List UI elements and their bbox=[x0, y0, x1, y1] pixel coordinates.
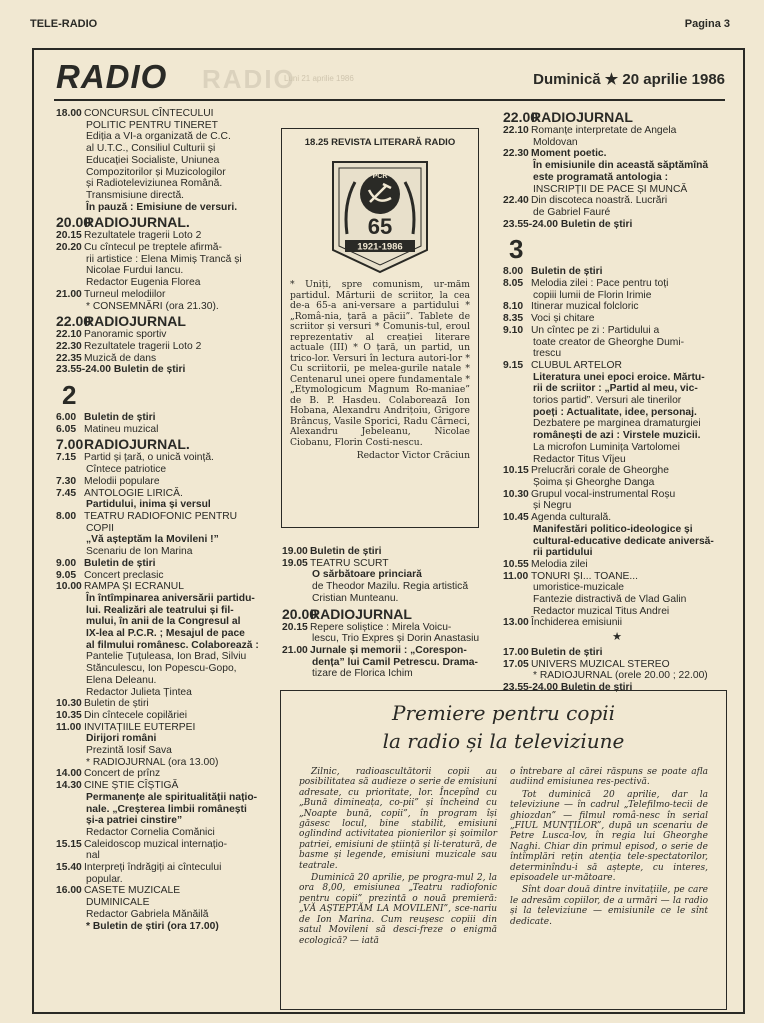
program-detail: mului, în anii de la Congresul al bbox=[86, 616, 241, 628]
program-entry: 8.00 Buletin de știri bbox=[503, 266, 603, 278]
program-entry: 21.00 Jurnale și memorii : „Corespon- bbox=[282, 644, 467, 656]
program-title-cont: și Negru bbox=[533, 500, 572, 512]
program-entry: 8.10 Itinerar muzical folcloric bbox=[503, 301, 639, 313]
program-entry: 7.00RADIOJURNAL. bbox=[56, 436, 190, 453]
program-detail: Dirijori români bbox=[86, 733, 157, 745]
program-entry: 22.00RADIOJURNAL bbox=[503, 109, 633, 125]
program-detail: Redactor Titus Vîjeu bbox=[533, 453, 626, 465]
program-entry: 15.15 Caleidoscop muzical internațio- bbox=[56, 838, 228, 850]
article-column-1 bbox=[299, 767, 497, 948]
program-entry: 20.15 Repere soliștice : Mirela Voicu- bbox=[282, 621, 452, 633]
program-detail: și Radioteleviziunea Română. bbox=[86, 178, 223, 190]
program-detail: O sărbătoare princiară bbox=[312, 569, 422, 581]
program-detail: Partidului, inima și versul bbox=[86, 499, 211, 511]
program-title-cont: Moldovan bbox=[533, 136, 578, 148]
program-entry: 22.00RADIOJURNAL bbox=[56, 313, 186, 330]
article-paragraph: o întrebare al cărei răspuns se poate afla audiind emisiunea res-pectivă. bbox=[510, 767, 708, 788]
program-entry: 7.45 ANTOLOGIE LIRICĂ. bbox=[56, 487, 183, 499]
program-detail: Fantezie distractivă de Vlad Galin bbox=[533, 594, 687, 606]
program-entry: 9.10 Un cîntec pe zi : Partidului a bbox=[503, 324, 660, 336]
program-title-cont: POLITIC PENTRU TINERET bbox=[86, 119, 218, 131]
program-detail: Compozitorilor și Muzicologilor bbox=[86, 166, 226, 178]
program-entry: 17.05 UNIVERS MUZICAL STEREO bbox=[503, 658, 670, 670]
program-title-cont: copiii lumii de Florin Irimie bbox=[533, 289, 652, 301]
article-paragraph: Tot duminică 20 aprilie, dar la televiziune — în cadrul „Telefilmo-tecii de ghiozdan” — filmul româ-nesc în serial „FIUL MUNȚILOR”, după un scenariu de Petre Lusca-lov, în regia lui Gheorghe Naghi. Chiar din primul episod, o serie de întîmplări rețin atenția tele-spectatorilor, determinîndu-i să aștepte, cu interes, episoadele ur-mătoare. bbox=[510, 789, 708, 884]
program-entry: 14.00 Concert de prînz bbox=[56, 768, 161, 780]
program-detail: Prezintă Iosif Sava bbox=[86, 745, 172, 757]
program-entry: 22.35 Muzică de dans bbox=[56, 352, 157, 364]
program-entry: 10.45 Agenda culturală. bbox=[503, 512, 612, 524]
program-detail: și-a patriei cinstire” bbox=[86, 815, 183, 827]
program-detail: Redactor Cornelia Comănici bbox=[86, 826, 215, 838]
program-detail: * RADIOJURNAL (ora 13.00) bbox=[86, 756, 219, 768]
program-detail: cultural-educative dedicate aniversă- bbox=[533, 535, 714, 547]
program-detail: rii de scriitor : „Partid al meu, vic- bbox=[533, 383, 698, 395]
program-detail: de Theodor Mazilu. Regia artistică bbox=[312, 581, 469, 593]
program-entry: 7.30 Melodii populare bbox=[56, 475, 160, 487]
box-description: * Uniți, spre comunism, ur-măm partidul. Mărturii de scriitor, la cea de-a 65-a ani-versare a partidului * „Româ-nia, țară a păcii”. Tablete de scriitor și versuri * Comunis-tul, eroul reprezentativ al creației literare actuale (III) * O țară, un partid, un trico-lor. Versuri în lectura autori-lor * Cu scriitorii, pe melea-gurile natale * Centenarul unei opere fundamentale * „Etymologicum Magnum Ro-maniae” de B. P. Hasdeu. Colaborează Ion Hobana, Alexandru Andrițoiu, Grigore Brâncuș, Vasile Sporici, Radu Cârneci, Alexandru Jebeleanu, Nicolae Ciobanu, Florin Costi-nescu. bbox=[290, 279, 470, 448]
program-detail: Redactor Julieta Țintea bbox=[86, 686, 192, 698]
program-title-cont: popular. bbox=[86, 873, 123, 885]
emblem-number: 65 bbox=[367, 214, 393, 239]
program-entry: 16.00 CASETE MUZICALE bbox=[56, 885, 181, 897]
program-detail: Permanențe ale spiritualității națio- bbox=[86, 791, 258, 803]
program-entry: 23.55-24.00 Buletin de știri bbox=[56, 364, 186, 376]
schedule-column-3 bbox=[501, 108, 733, 694]
program-entry: 22.10 Panoramic sportiv bbox=[56, 329, 167, 341]
article-paragraph: Sînt doar două dintre invitațiile, pe care le adresăm copiilor, de a urmări — la radio și la televiziune — emisiunile ce le sînt dedicate. bbox=[510, 885, 708, 927]
program-detail: Stănculescu, Ion Popescu-Gopo, bbox=[86, 663, 237, 675]
program-title-cont: DUMINICALE bbox=[86, 897, 150, 909]
program-entry: 15.40 Interpreți îndrăgiți ai cîntecului bbox=[56, 862, 222, 874]
program-title-cont: lescu, Trio Expres și Dorin Anastasiu bbox=[312, 633, 480, 645]
program-entry: 11.00 TONURI ȘI... TOANE... bbox=[503, 570, 638, 582]
hammer-sickle-icon bbox=[360, 174, 400, 214]
literary-review-box bbox=[281, 128, 479, 528]
program-detail: este programată antologia : bbox=[533, 171, 669, 183]
program-title-cont: dența” lui Camil Petrescu. Drama- bbox=[312, 656, 478, 668]
program-detail: În emisiunile din această săptămînă bbox=[533, 160, 709, 172]
box-editor: Redactor Victor Crăciun bbox=[356, 450, 470, 461]
program-detail: Redactor Eugenia Florea bbox=[86, 277, 201, 289]
program-entry: 22.40 Din discoteca noastră. Lucrări bbox=[503, 195, 668, 207]
program-entry: 20.20 Cu cîntecul pe treptele afirmă- bbox=[56, 242, 222, 254]
program-detail: La microfon Luminița Vartolomei bbox=[533, 441, 680, 453]
program-detail: Transmisiune directă. bbox=[86, 189, 185, 201]
program-detail: Pantelie Țuțuleasa, Ion Brad, Silviu bbox=[86, 651, 247, 663]
box-title: 18.25 REVISTA LITERARĂ RADIO bbox=[304, 137, 456, 148]
program-title-cont: COPII bbox=[86, 522, 115, 534]
day-number: 3 bbox=[509, 234, 524, 265]
program-entry: 22.30 Moment poetic. bbox=[503, 148, 607, 160]
program-detail: Elena Deleanu. bbox=[86, 674, 157, 686]
program-detail: Ediția a VI-a organizată de C.C. bbox=[86, 131, 231, 143]
article-paragraph: Duminică 20 aprilie, pe progra-mul 2, la ora 8,00, emisiunea „Teatru radiofonic pentru copii” prezintă o nouă premieră: „VĂ AȘTEPTĂM LA MOVILENI”, sce-nariu de Ion Marina. Cum reușesc copiii din satul Movileni să desci-freze o enigmă ecologică? — iată bbox=[299, 873, 497, 946]
premiere-article bbox=[280, 690, 727, 1010]
program-title-cont: nal bbox=[86, 850, 100, 862]
program-entry: 19.05 TEATRU SCURT bbox=[282, 557, 389, 569]
program-entry: 10.15 Prelucrări corale de Gheorghe bbox=[503, 465, 669, 477]
day-number: 2 bbox=[62, 380, 77, 411]
program-detail: lui. Realizări ale teatrului și fil- bbox=[86, 604, 234, 616]
section-title: RADIO bbox=[56, 58, 168, 95]
broadcast-date: Duminică ★ 20 aprilie 1986 bbox=[533, 71, 725, 88]
program-detail: * CONSEMNĂRI (ora 21.30). bbox=[86, 300, 219, 312]
program-entry: 9.05 Concert preclasic bbox=[56, 569, 164, 581]
emblem-letters: PCR bbox=[372, 173, 388, 180]
program-detail: Manifestări politico-ideologice și bbox=[533, 523, 693, 535]
program-entry: 10.30 Grupul vocal-instrumental Roșu bbox=[503, 488, 676, 500]
article-headline: Premiere pentru copii bbox=[392, 701, 615, 725]
program-title-cont: de Gabriel Fauré bbox=[533, 206, 611, 218]
program-entry: 9.00 Buletin de știri bbox=[56, 557, 156, 569]
program-entry: 22.10 Romanțe interpretate de Angela bbox=[503, 125, 677, 136]
program-title-cont: trescu bbox=[533, 348, 562, 360]
program-entry: 8.00 TEATRU RADIOFONIC PENTRU bbox=[56, 510, 238, 522]
program-detail: Literatura unei epoci eroice. Mărtu- bbox=[533, 371, 705, 383]
program-detail: Dezbatere pe marginea dramaturgiei bbox=[533, 418, 701, 430]
program-detail: umoristice-muzicale bbox=[533, 582, 624, 594]
program-detail: * RADIOJURNAL (orele 20.00 ; 22.00) bbox=[533, 670, 708, 682]
pcr-anniversary-emblem bbox=[325, 154, 435, 274]
program-entry: 18.00 CONCURSUL CÎNTECULUI bbox=[56, 108, 214, 119]
program-detail: În pauză : Emisiune de versuri. bbox=[86, 201, 238, 213]
program-entry: 20.00RADIOJURNAL bbox=[282, 605, 412, 622]
program-detail: INSCRIPȚII DE PACE ȘI MUNCĂ bbox=[533, 183, 688, 195]
program-detail: Redactor muzical Titus Andrei bbox=[533, 605, 670, 617]
program-entry: 13.00 Închiderea emisiunii bbox=[503, 617, 623, 629]
program-detail: rii partidului bbox=[533, 547, 593, 559]
program-entry: 23.55-24.00 Buletin de știri bbox=[503, 681, 633, 693]
program-detail: rii artistice : Elena Mimiș Trancă și bbox=[86, 253, 242, 265]
program-entry: 20.00RADIOJURNAL. bbox=[56, 214, 190, 231]
program-entry: 7.15 Partid și țară, o unică voință. bbox=[56, 452, 214, 464]
program-entry: 21.00 Turneul melodiilor bbox=[56, 288, 166, 300]
program-entry: 23.55-24.00 Buletin de știri bbox=[503, 218, 633, 230]
program-detail: al filmului românesc. Colaborează : bbox=[86, 639, 259, 651]
program-entry: 17.00 Buletin de știri bbox=[503, 646, 603, 658]
program-detail: Educației Socialiste, Uniunea bbox=[86, 154, 220, 166]
radio-section bbox=[32, 48, 745, 1014]
program-entry: 6.00 Buletin de știri bbox=[56, 412, 156, 424]
page-number: Pagina 3 bbox=[684, 18, 730, 30]
program-title-cont: tizare de Florica Ichim bbox=[312, 668, 413, 680]
program-entry: 8.05 Melodia zilei : Pace pentru toți bbox=[503, 278, 669, 290]
program-detail: al U.T.C., Consiliul Culturii și bbox=[86, 143, 216, 155]
program-entry: 11.00 INVITAȚIILE EUTERPEI bbox=[56, 721, 196, 733]
program-detail: * Buletin de știri (ora 17.00) bbox=[86, 920, 219, 932]
schedule-column-1 bbox=[54, 108, 282, 932]
article-paragraph: Zilnic, radioascultătorii copii au posibilitatea să audieze o serie de emisiuni adresate, cu prioritate, lor. Începînd cu „Bună dimineața, co-pii” și încheind cu „Noapte bună, copii”, în program își găsesc locul, bine stabilit, emisiuni oglindind activitatea pionierilor și șoimilor patriei, emisiuni de știință și li-teratură, de basme și legende, emisiuni muzicale sau teatrale. bbox=[299, 767, 497, 871]
program-detail: Nicolae Furdui Iancu. bbox=[86, 265, 184, 277]
program-entry: 10.55 Melodia zilei bbox=[503, 558, 588, 570]
article-headline-2: la radio și la televiziune bbox=[382, 729, 625, 753]
program-entry: 9.15 CLUBUL ARTELOR bbox=[503, 359, 622, 371]
emblem-years: 1921-1986 bbox=[357, 241, 403, 253]
program-detail: IX-lea al P.C.R. ; Mesajul de pace bbox=[86, 628, 245, 640]
program-entry: 10.35 Din cîntecele copilăriei bbox=[56, 709, 188, 721]
program-detail: românești de azi : Virstele muzicii. bbox=[533, 430, 701, 442]
program-detail: „Vă așteptăm la Movileni !” bbox=[86, 534, 219, 546]
program-entry: 8.35 Voci și chitare bbox=[503, 313, 595, 325]
bleed-through-title: RADIO bbox=[202, 64, 296, 94]
program-entry: 6.05 Matineu muzical bbox=[56, 423, 159, 435]
page-header bbox=[30, 18, 730, 34]
program-detail: Redactor Gabriela Mănăilă bbox=[86, 908, 209, 920]
bleed-through-date: Luni 21 aprilie 1986 bbox=[284, 74, 354, 83]
schedule-column-2 bbox=[280, 546, 490, 680]
program-detail: În întîmpinarea aniversării partidu- bbox=[86, 592, 255, 604]
publication-name: TELE-RADIO bbox=[30, 18, 98, 30]
program-detail: torios partid”. Versuri ale tinerilor bbox=[533, 395, 682, 407]
program-title-cont: Șoima și Gheorghe Danga bbox=[533, 476, 655, 488]
title-rule bbox=[54, 99, 725, 101]
program-entry: 10.30 Buletin de știri bbox=[56, 698, 149, 710]
program-detail: Cristian Munteanu. bbox=[312, 592, 399, 604]
star-separator: ★ bbox=[612, 631, 622, 644]
program-detail: poeți : Actualitate, idee, personaj. bbox=[533, 406, 697, 418]
program-entry: 19.00 Buletin de știri bbox=[282, 546, 382, 557]
article-column-2 bbox=[510, 767, 708, 929]
program-detail: nale. „Creșterea limbii românești bbox=[86, 803, 247, 815]
program-title-cont: toate creator de Gheorghe Dumi- bbox=[533, 336, 685, 348]
program-entry: 10.00 RAMPA ȘI ECRANUL bbox=[56, 581, 184, 593]
program-entry: 20.15 Rezultatele tragerii Loto 2 bbox=[56, 230, 202, 242]
program-detail: Scenariu de Ion Marina bbox=[86, 546, 193, 558]
program-entry: 14.30 CINE ȘTIE CÎȘTIGĂ bbox=[56, 780, 179, 792]
program-detail: Cîntece patriotice bbox=[86, 464, 167, 476]
program-entry: 22.30 Rezultatele tragerii Loto 2 bbox=[56, 340, 202, 352]
